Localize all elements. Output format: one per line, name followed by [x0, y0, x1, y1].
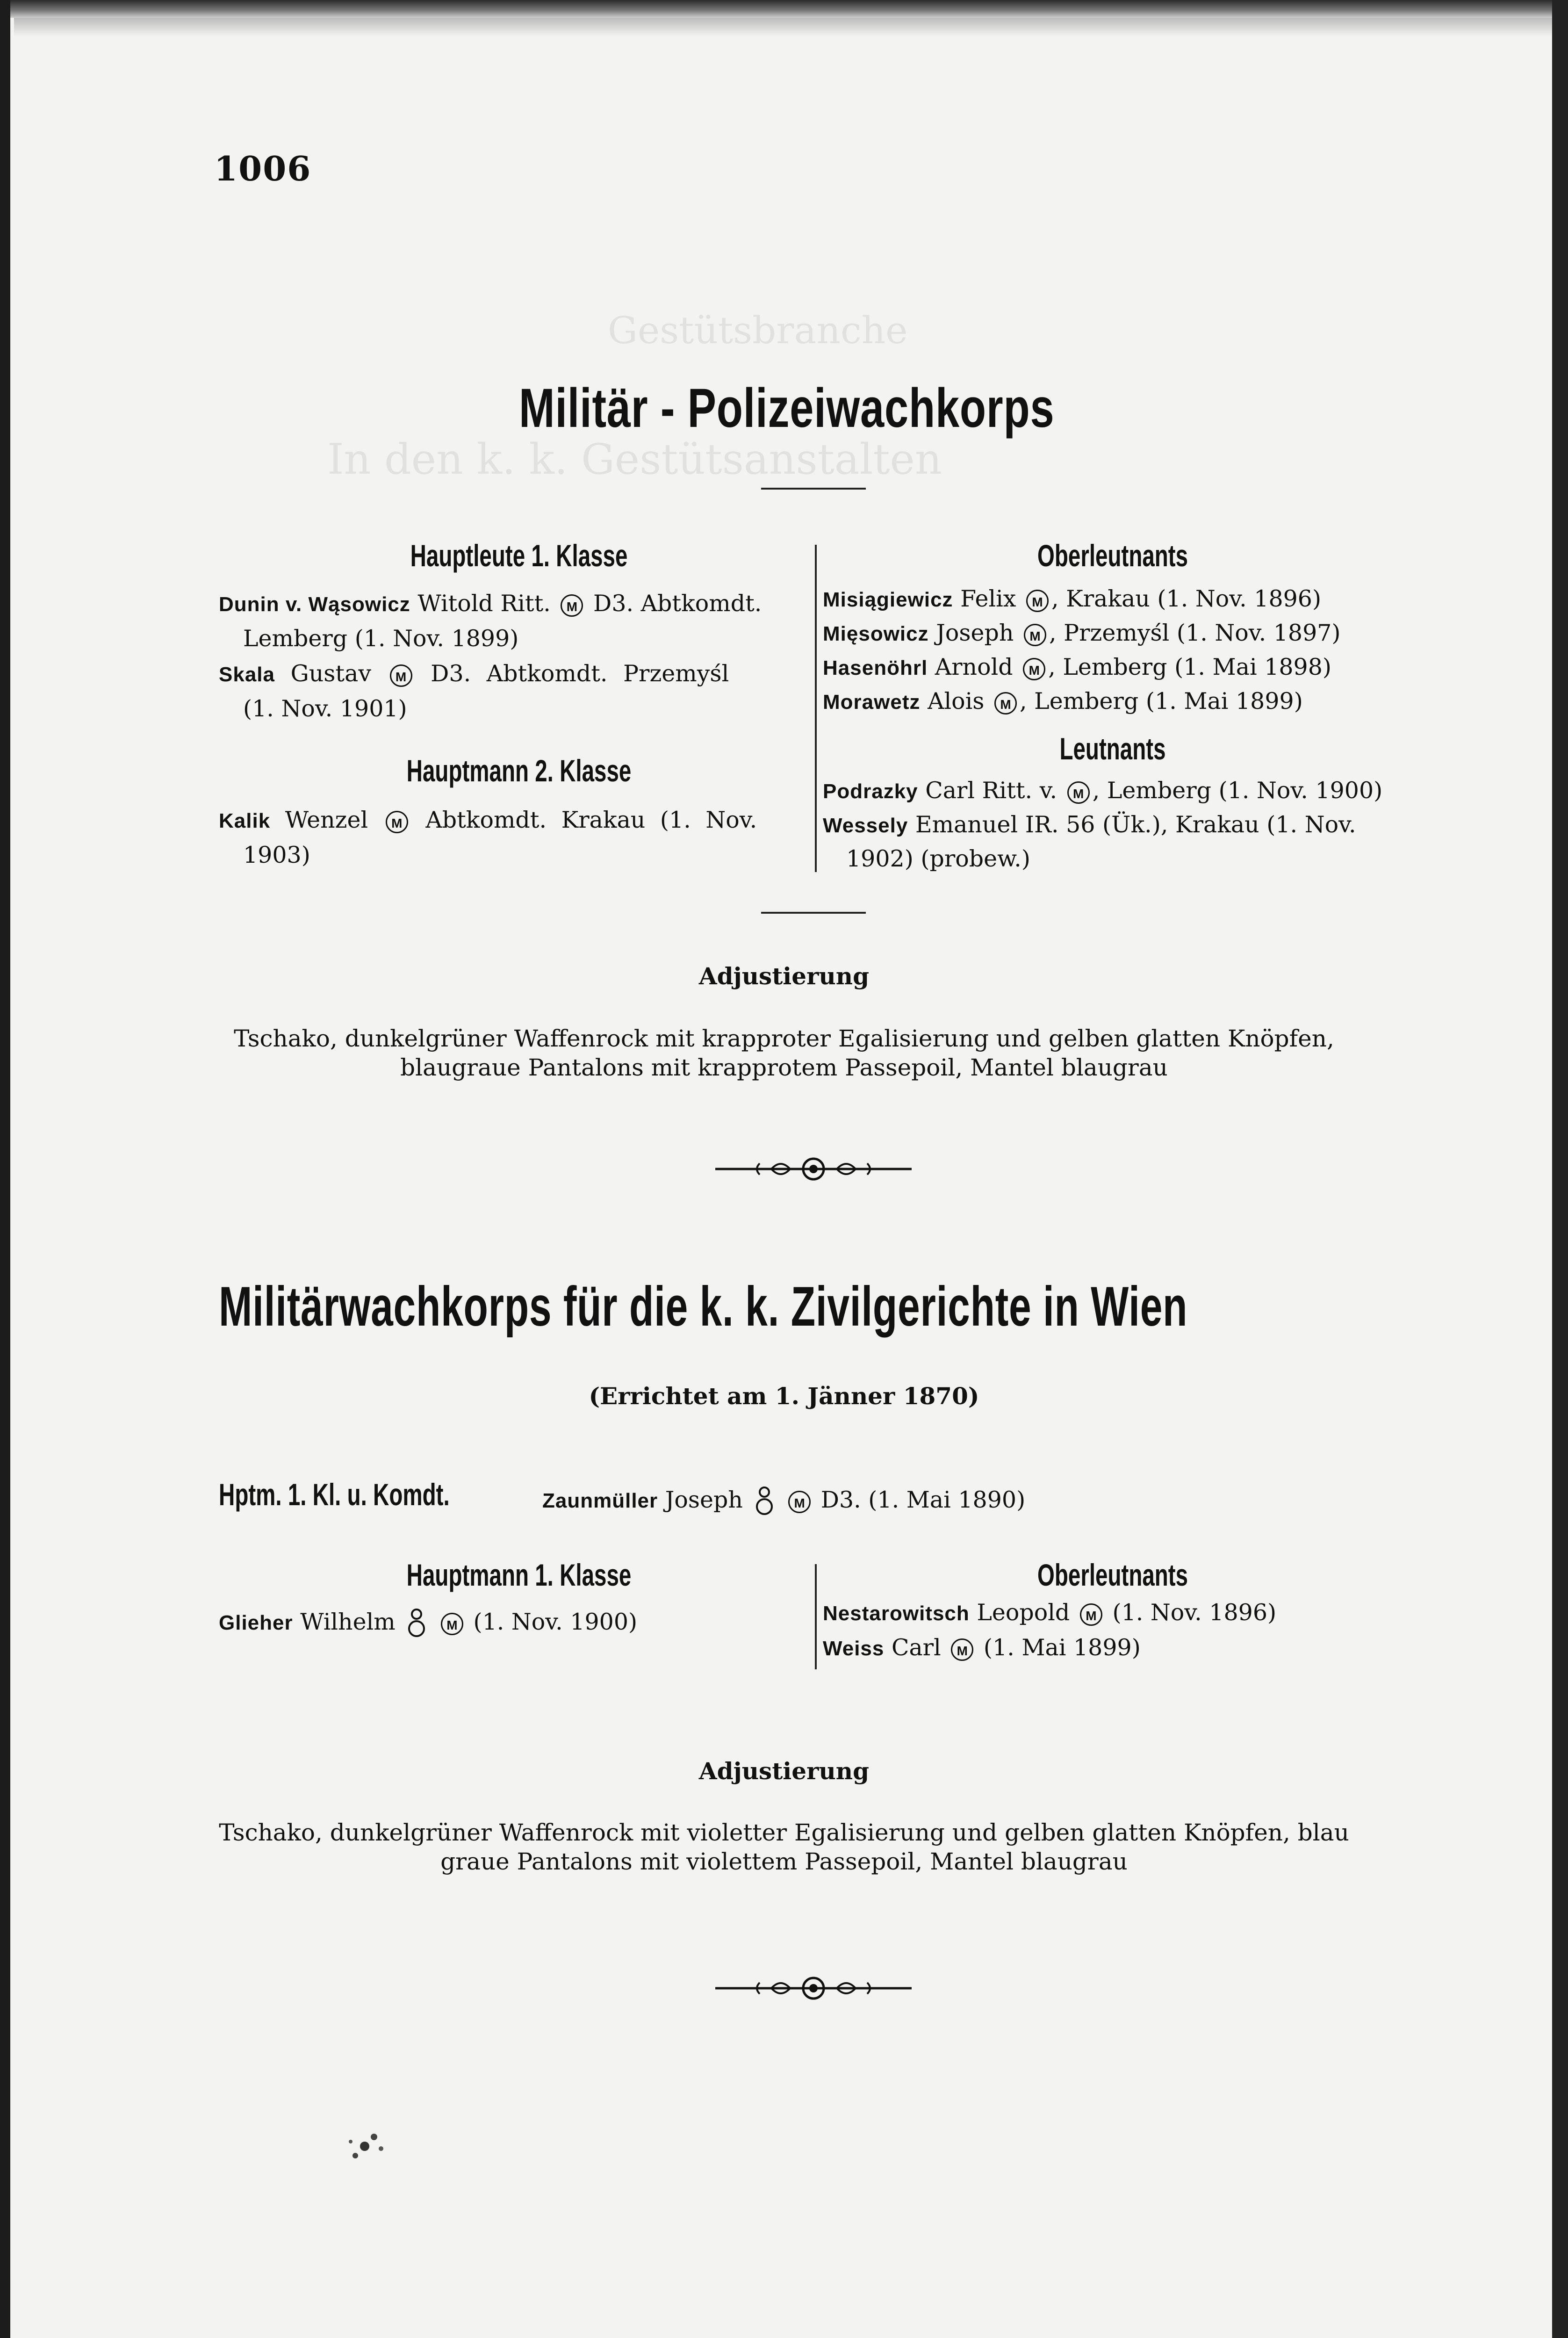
entry-line: 1902) (probew.): [846, 845, 1030, 872]
entry-line: [823, 774, 1382, 808]
person-detail: Emanuel IR. 56 (Ük.), Krakau (1. Nov.: [915, 811, 1356, 838]
military-merit-icon: M: [390, 664, 412, 687]
entry-line: [823, 685, 1303, 719]
military-merit-icon: M: [994, 692, 1017, 714]
person-detail: , Krakau (1. Nov. 1896): [1051, 585, 1322, 612]
scan-shadow-top: [14, 18, 1552, 36]
commander-rank: Hptm. 1. Kl. u. Komdt.: [219, 1477, 450, 1512]
person-detail: D3. Abtkomdt. Przemyśl: [431, 660, 729, 687]
military-merit-icon: M: [1023, 658, 1045, 680]
rank-heading: Leutnants: [1059, 731, 1166, 766]
person-name: Wessely: [823, 814, 908, 837]
military-merit-icon: M: [441, 1613, 463, 1635]
entry-line: Lemberg (1. Nov. 1899): [243, 625, 519, 652]
rank-heading: Oberleutnants: [1037, 1558, 1188, 1592]
order-medal-icon: [755, 1486, 774, 1518]
person-name: Hasenöhrl: [823, 657, 928, 679]
military-merit-icon: M: [386, 811, 408, 833]
order-medal-icon: [407, 1608, 426, 1640]
military-merit-icon: M: [1024, 624, 1046, 646]
military-merit-icon: M: [788, 1491, 811, 1513]
person-detail: Leopold: [977, 1599, 1070, 1626]
bleed-through-text: Gestütsbranche: [608, 309, 908, 352]
person-detail: Joseph: [936, 620, 1014, 646]
commander-line: [219, 1477, 539, 1512]
person-name: Morawetz: [823, 691, 921, 714]
person-detail: Arnold: [935, 654, 1013, 680]
military-merit-icon: M: [561, 594, 583, 617]
rank-heading: Hauptmann 2. Klasse: [406, 753, 632, 788]
page-number: 1006: [214, 149, 312, 188]
person-detail: Carl Ritt. v.: [925, 777, 1057, 804]
military-merit-icon: M: [951, 1638, 973, 1661]
entry-line: [823, 808, 1356, 843]
military-merit-icon: M: [1067, 781, 1090, 804]
ink-smudge: [337, 2118, 402, 2172]
entry-line: [823, 1631, 1141, 1666]
section-title: Militärwachkorps für die k. k. Zivilgerichte in Wien: [219, 1275, 1188, 1338]
scan-border-right: [1552, 0, 1568, 2338]
rank-heading: Oberleutnants: [1037, 538, 1188, 573]
person-name: Dunin v. Wąsowicz: [219, 593, 410, 616]
column-divider: [815, 545, 817, 872]
person-name: Kalik: [219, 809, 271, 832]
ornament-divider: [715, 1155, 912, 1185]
bleed-through-text: In den k. k. Gestütsanstalten: [327, 435, 942, 484]
ornament-divider: [715, 1974, 912, 2004]
person-detail: D3. (1. Mai 1890): [820, 1487, 1026, 1513]
person-name: Skala: [219, 663, 275, 686]
person-detail: , Lemberg (1. Nov. 1900): [1092, 777, 1383, 804]
section-subtitle: (Errichtet am 1. Jänner 1870): [589, 1382, 979, 1410]
adjustment-text: Tschako, dunkelgrüner Waffenrock mit krapproter Egalisierung und gelben glatten Knöpfen,: [234, 1025, 1334, 1052]
person-name: Glieher: [219, 1611, 293, 1634]
entry-line: [219, 587, 762, 621]
person-detail: Felix: [960, 585, 1016, 612]
adjustment-heading: Adjustierung: [698, 1757, 870, 1785]
scan-border-left: [0, 0, 10, 2338]
entry-line: [219, 1605, 637, 1640]
entry-line: 1903): [243, 842, 310, 868]
person-detail: Joseph: [665, 1487, 743, 1513]
entry-line: [823, 650, 1331, 685]
rank-heading: Hauptleute 1. Klasse: [410, 538, 628, 573]
adjustment-text: Tschako, dunkelgrüner Waffenrock mit violetter Egalisierung und gelben glatten Knöpfen, blau: [219, 1819, 1349, 1846]
section-rule: [761, 912, 866, 914]
person-detail: (1. Mai 1899): [983, 1634, 1141, 1661]
person-detail: (1. Nov. 1900): [473, 1609, 638, 1635]
person-detail: D3. Abtkomdt.: [593, 590, 762, 617]
entry-line: [219, 657, 729, 692]
military-merit-icon: M: [1026, 590, 1049, 612]
scan-border-top: [0, 0, 1568, 18]
entry-line: [823, 582, 1321, 617]
section-title: Militär - Polizeiwachkorps: [519, 377, 1055, 439]
title-rule: [761, 488, 866, 490]
person-detail: , Przemyśl (1. Nov. 1897): [1049, 620, 1341, 646]
entry-line: [219, 803, 757, 838]
adjustment-text: graue Pantalons mit violettem Passepoil, Mantel blaugrau: [440, 1848, 1128, 1875]
entry-line: [823, 1596, 1276, 1631]
rank-heading: Hauptmann 1. Klasse: [406, 1558, 632, 1592]
person-name: Mięsowicz: [823, 622, 929, 645]
military-merit-icon: M: [1080, 1603, 1102, 1626]
column-divider: [815, 1564, 817, 1669]
person-name: Podrazky: [823, 780, 918, 803]
person-detail: (1. Nov. 1896): [1112, 1599, 1277, 1626]
person-detail: , Lemberg (1. Mai 1898): [1048, 654, 1332, 680]
person-detail: Alois: [928, 688, 985, 714]
adjustment-text: blaugraue Pantalons mit krapprotem Passepoil, Mantel blaugrau: [400, 1054, 1168, 1081]
person-detail: , Lemberg (1. Mai 1899): [1020, 688, 1303, 714]
person-detail: Wenzel: [285, 807, 368, 833]
person-detail: Wilhelm: [300, 1609, 396, 1635]
person-name: Nestarowitsch: [823, 1602, 970, 1625]
person-detail: Abtkomdt. Krakau (1. Nov.: [425, 807, 757, 833]
person-detail: Gustav: [290, 660, 371, 687]
person-name: Misiągiewicz: [823, 588, 953, 611]
person-detail: Carl: [891, 1634, 941, 1661]
person-name: Weiss: [823, 1637, 885, 1660]
commander-entry: [542, 1483, 1025, 1518]
adjustment-heading: Adjustierung: [698, 962, 870, 990]
entry-line: [823, 616, 1341, 651]
person-name: Zaunmüller: [542, 1489, 658, 1512]
entry-line: (1. Nov. 1901): [243, 695, 407, 722]
person-detail: Witold Ritt.: [417, 590, 551, 617]
